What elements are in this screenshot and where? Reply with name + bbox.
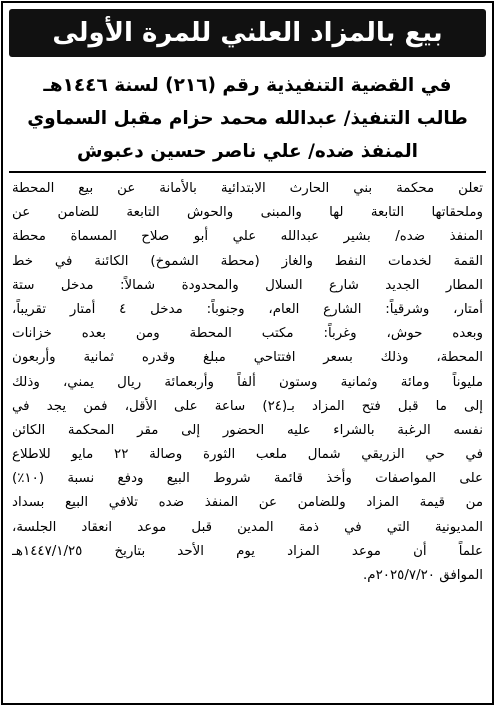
body-line: المطار الجديد شارع السلال والمحدودة شمالاً: مدخل ستة bbox=[12, 277, 483, 293]
body-line: إلى ما قبل فتح المزاد بـ(٢٤) ساعة على الأقل، فمن يجد في bbox=[12, 398, 483, 414]
body-line: وبعده حوش، وغرباً: مكتب المحطة ومن بعده خزانات bbox=[12, 326, 483, 342]
body-line: أمتار، وشرقياً: الشارع العام، وجنوباً: مدخل ٤ أمتار تقريباً، bbox=[12, 301, 483, 317]
body-line: المنفذ ضده/ بشير عبدالله علي أبو صلاح المسماة محطة bbox=[12, 229, 483, 245]
body-line: المديونية التي في ذمة المدين قبل موعد انعقاد الجلسة، bbox=[12, 519, 483, 535]
body-line: وملحقاتها التابعة لها والمبنى والحوش التابعة للضامن عن bbox=[12, 205, 483, 221]
section-divider bbox=[9, 171, 486, 173]
case-headings bbox=[13, 69, 482, 168]
auction-notice bbox=[1, 1, 494, 705]
body-line: على المواصفات وأخذ قائمة شروط البيع ودفع نسبة (١٠٪) bbox=[12, 471, 483, 487]
body-line: في حي الزريقي شمال ملعب الثورة وصالة ٢٢ مايو للاطلاع bbox=[12, 447, 483, 463]
notice-title-banner bbox=[9, 9, 486, 57]
body-line: نفسه الرغبة بالشراء عليه الحضور إلى مقر المحكمة الكائن bbox=[12, 422, 483, 438]
claimant-heading: طالب التنفيذ/ عبدالله محمد حزام مقبل السماوي bbox=[27, 108, 468, 129]
notice-body bbox=[12, 177, 483, 588]
body-line: من قيمة المزاد وللضامن عن المنفذ ضده تلافي البيع بسداد bbox=[12, 495, 483, 511]
case-number-heading: في القضية التنفيذية رقم (٢١٦) لسنة ١٤٤٦هـ bbox=[43, 75, 452, 96]
body-line: علماً أن موعد المزاد يوم الأحد بتاريخ ١٤٤٧/١/٢٥هـ bbox=[12, 543, 483, 559]
body-line: القمة لخدمات النفط والغاز (محطة الشموخ) الكائنة في خط bbox=[12, 253, 483, 269]
defendant-heading: المنفذ ضده/ علي ناصر حسين دعبوش bbox=[76, 141, 419, 162]
body-line: تعلن محكمة بني الحارث الابتدائية بالأمانة عن بيع المحطة bbox=[12, 181, 483, 196]
body-line: المحطة، وذلك بسعر افتتاحي مبلغ وقدره ثمانية وأربعون bbox=[12, 350, 483, 366]
body-line: الموافق ٢٠٢٥/٧/٢٠م. bbox=[363, 568, 483, 583]
notice-title: بيع بالمزاد العلني للمرة الأولى bbox=[52, 18, 443, 48]
body-line: مليوناً ومائة وثمانية وستون ألفاً وأربعمائة ريال يمني، وذلك bbox=[12, 374, 483, 390]
